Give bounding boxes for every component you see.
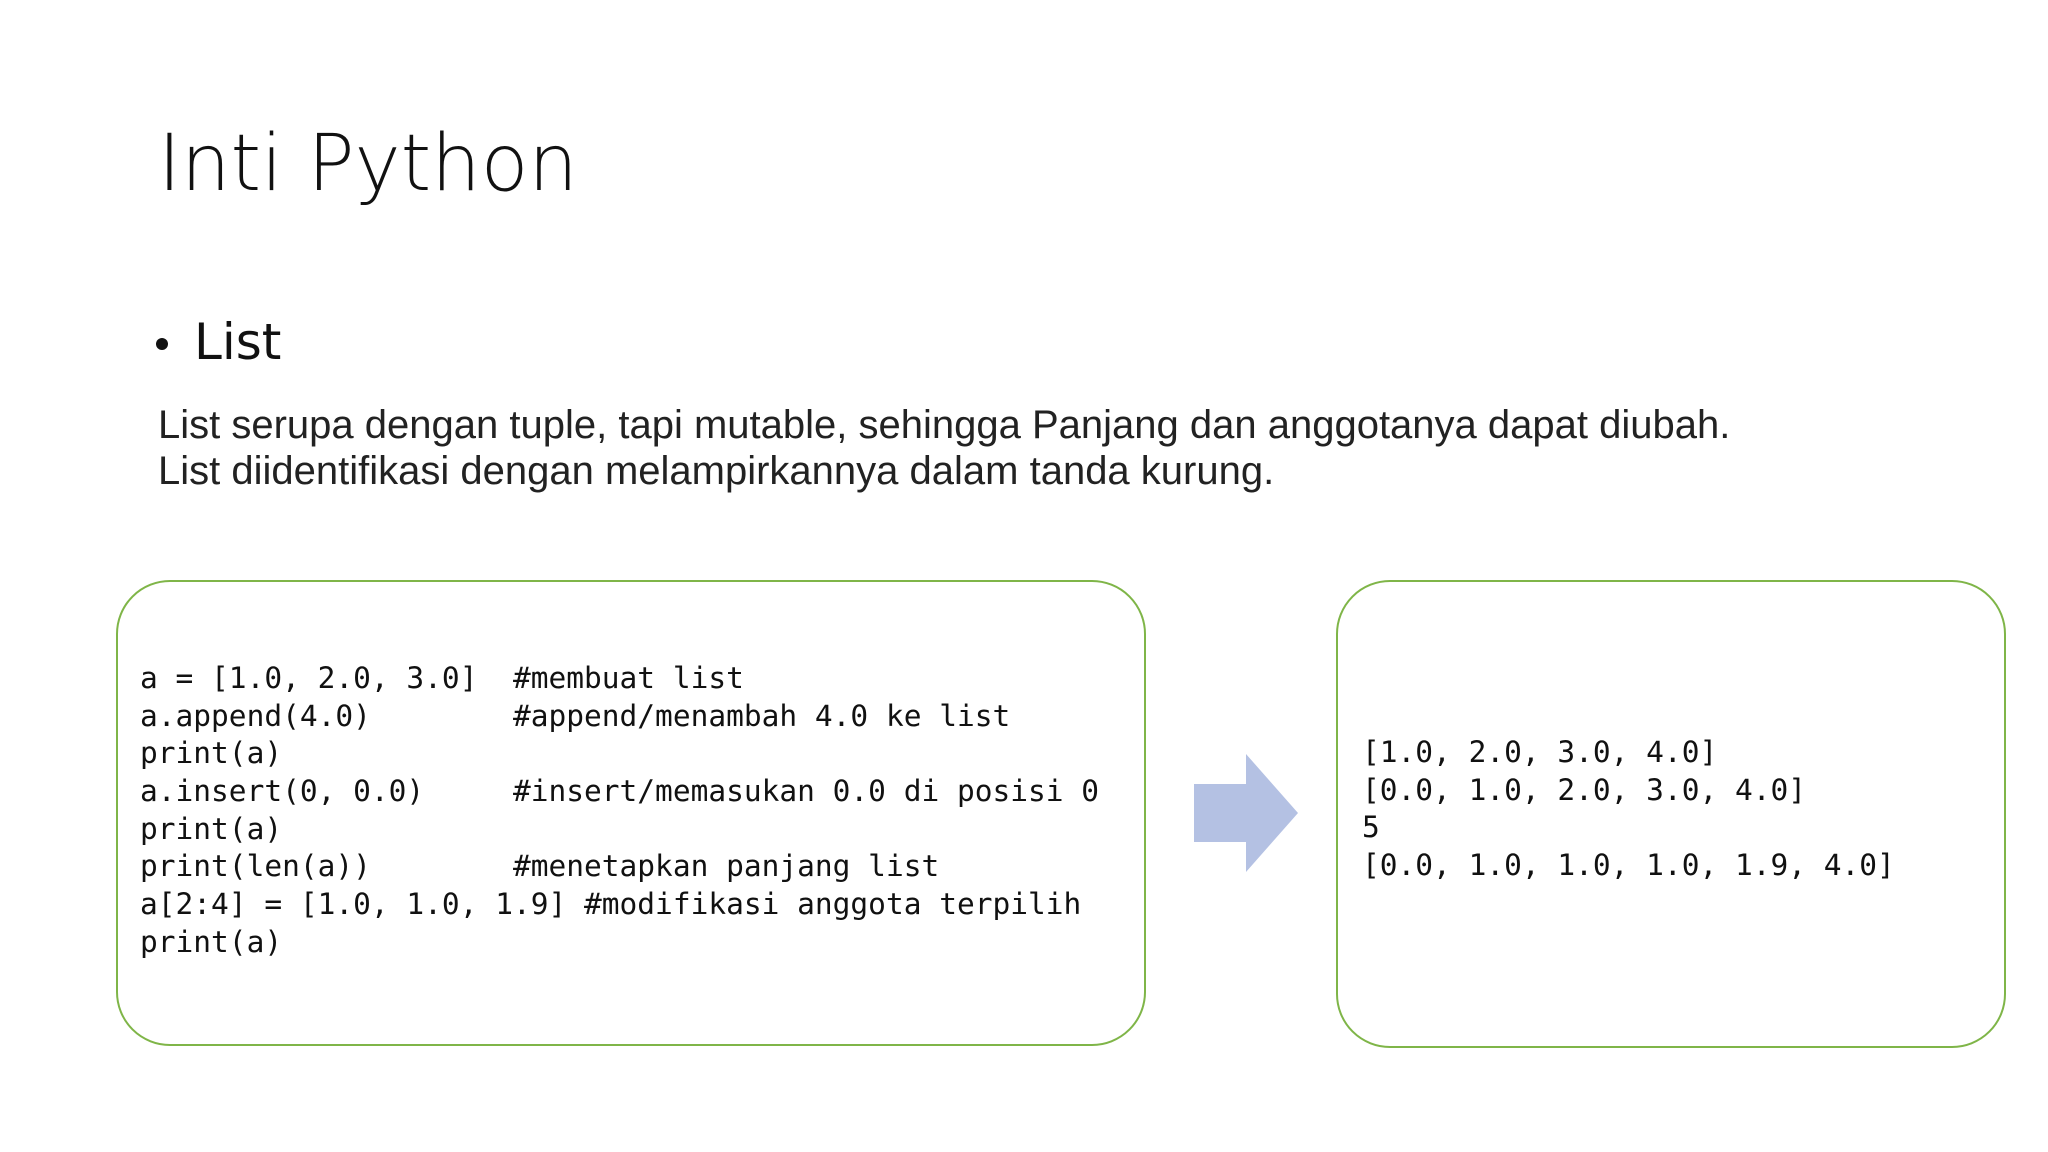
code-line: print(a) <box>140 736 283 771</box>
code-box <box>116 580 1146 1046</box>
output-line: 5 <box>1362 810 1380 845</box>
code-line: print(len(a)) #menetapkan panjang list <box>140 849 940 884</box>
bullet-item-list <box>156 312 281 372</box>
code-line: a = [1.0, 2.0, 3.0] #membuat list <box>140 661 744 695</box>
output-line: [1.0, 2.0, 3.0, 4.0] <box>1362 735 1718 769</box>
output-block <box>1362 734 1895 885</box>
code-line: print(a) <box>140 811 283 846</box>
arrow-right-icon <box>1194 754 1298 872</box>
code-line: a[2:4] = [1.0, 1.0, 1.9] #modifikasi anggota terpilih <box>140 887 1082 922</box>
code-block <box>140 660 1099 962</box>
code-line: a.append(4.0) #append/menambah 4.0 ke list <box>140 698 1011 733</box>
code-line: a.insert(0, 0.0) #insert/memasukan 0.0 di posisi 0 <box>140 774 1100 809</box>
output-line: [0.0, 1.0, 1.0, 1.0, 1.9, 4.0] <box>1362 848 1895 883</box>
description <box>158 402 1958 494</box>
code-line: print(a) <box>140 924 283 959</box>
slide-title: Inti Python <box>158 119 578 209</box>
bullet-label: List <box>194 313 282 371</box>
description-line: List serupa dengan tuple, tapi mutable, sehingga Panjang dan anggotanya dapat diubah. <box>158 403 1731 447</box>
bullet-dot-icon <box>156 338 168 350</box>
arrow-shape <box>1194 754 1298 872</box>
description-line: List diidentifikasi dengan melampirkannya dalam tanda kurung. <box>158 449 1275 493</box>
output-line: [0.0, 1.0, 2.0, 3.0, 4.0] <box>1362 772 1807 807</box>
output-box <box>1336 580 2006 1048</box>
